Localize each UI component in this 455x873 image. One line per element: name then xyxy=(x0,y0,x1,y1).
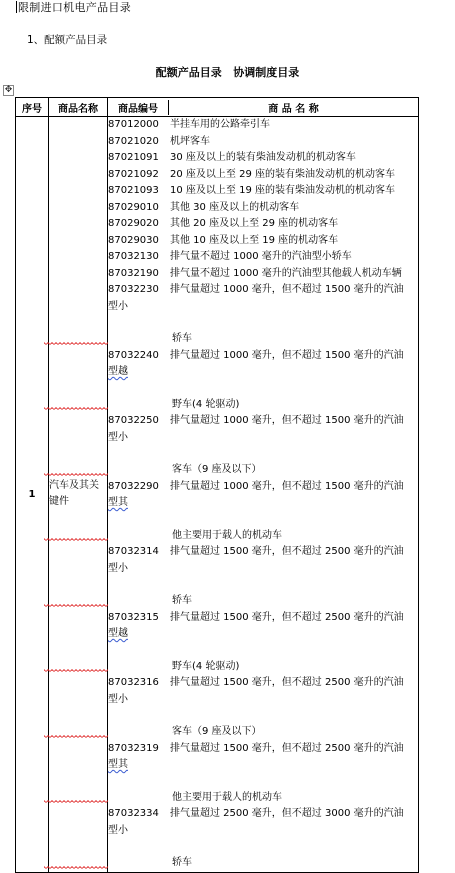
entry-code: 87021092 xyxy=(108,168,159,180)
entry-code: 87032230 xyxy=(108,284,159,295)
column-header-category: 商品名称 xyxy=(49,98,108,117)
entry-desc-continuation xyxy=(108,855,418,872)
list-item xyxy=(108,117,418,134)
continuation-text: 客车（9 座及以下） xyxy=(172,726,262,737)
entry-desc-continuation xyxy=(108,528,418,545)
list-item xyxy=(108,167,418,184)
list-item xyxy=(108,150,418,167)
entry-desc-continuation xyxy=(108,397,418,414)
entry-desc-continuation xyxy=(108,659,418,676)
entry-desc-wrap: 型小 xyxy=(108,431,128,443)
entry-desc: 20 座及以上至 29 座的装有柴油发动机的机动客车 xyxy=(170,168,395,180)
entry-desc-wrap: 型其 xyxy=(108,759,128,770)
list-item xyxy=(108,266,418,283)
entry-desc: 排气量超过 1500 毫升，但不超过 2500 毫升的汽油 xyxy=(170,677,404,688)
catalog-table xyxy=(15,97,419,873)
entry-desc-continuation xyxy=(108,462,418,479)
list-item xyxy=(108,249,418,266)
entry-desc-wrap: 型越 xyxy=(108,628,128,639)
column-header-desc: 商 品 名 称 xyxy=(268,103,319,115)
entry-desc: 其他 10 座及以上至 19 座的机动客车 xyxy=(170,234,339,246)
column-header-seq: 序号 xyxy=(16,98,49,117)
entry-code: 87032240 xyxy=(108,349,159,361)
list-item xyxy=(108,675,418,708)
spellcheck-underline xyxy=(44,735,108,739)
list-item xyxy=(108,200,418,217)
entry-code: 87032130 xyxy=(108,251,159,262)
list-item xyxy=(108,216,418,233)
entry-desc: 30 座及以上的装有柴油发动机的机动客车 xyxy=(170,152,356,163)
spellcheck-underline xyxy=(44,473,108,477)
entry-desc-wrap: 型其 xyxy=(108,497,128,508)
move-handle-icon[interactable]: ✥ xyxy=(4,85,13,95)
text-cursor xyxy=(16,1,17,13)
entry-code: 87029020 xyxy=(108,218,159,229)
entry-desc-wrap: 型小 xyxy=(108,300,128,312)
entry-code: 87029010 xyxy=(108,201,159,213)
entry-code: 87032290 xyxy=(108,480,159,492)
entry-desc: 排气量超过 1000 毫升，但不超过 1500 毫升的汽油 xyxy=(170,284,404,295)
table-title: 配额产品目录 协调制度目录 xyxy=(155,66,300,79)
entry-desc-continuation xyxy=(108,790,418,807)
spellcheck-underline xyxy=(44,538,108,542)
spellcheck-underline xyxy=(44,604,108,608)
heading-text: 限制进口机电产品目录 xyxy=(18,1,131,14)
entry-desc-continuation xyxy=(108,331,418,348)
entry-code: 87032190 xyxy=(108,267,159,279)
entries-cell xyxy=(108,117,419,873)
list-item xyxy=(108,544,418,577)
continuation-text: 轿车 xyxy=(172,333,192,344)
list-item xyxy=(108,233,418,250)
entry-desc: 排气量不超过 1000 毫升的汽油型小轿车 xyxy=(170,251,352,262)
entry-code: 87029030 xyxy=(108,234,159,246)
entry-desc: 其他 20 座及以上至 29 座的机动客车 xyxy=(170,218,339,229)
entry-code: 87032334 xyxy=(108,808,159,819)
spellcheck-underline xyxy=(44,342,108,346)
entry-code: 87021093 xyxy=(108,185,159,196)
row-category: 汽车及其关键件 xyxy=(49,117,108,873)
continuation-text: 野车(4 轮驱动) xyxy=(172,398,240,410)
spellcheck-underline xyxy=(44,866,108,870)
entry-code: 87012000 xyxy=(108,119,159,130)
continuation-text: 他主要用于载人的机动车 xyxy=(172,529,282,541)
list-item xyxy=(108,134,418,151)
entry-desc: 机坪客车 xyxy=(170,135,210,147)
entry-desc-continuation xyxy=(108,593,418,610)
column-header-code-name xyxy=(108,98,419,117)
entry-code: 87032314 xyxy=(108,546,159,557)
entry-desc: 半挂车用的公路牵引车 xyxy=(170,119,270,130)
entry-code: 87032316 xyxy=(108,677,159,688)
entry-desc: 排气量超过 1500 毫升，但不超过 2500 毫升的汽油 xyxy=(170,611,404,623)
list-item xyxy=(108,413,418,446)
continuation-text: 轿车 xyxy=(172,595,192,606)
entry-code: 87021091 xyxy=(108,152,159,163)
entry-desc-wrap: 型小 xyxy=(108,562,128,574)
entry-desc: 排气量超过 2500 毫升，但不超过 3000 毫升的汽油 xyxy=(170,808,404,819)
entry-desc: 10 座及以上至 19 座的装有柴油发动机的机动客车 xyxy=(170,185,395,196)
entry-desc: 排气量超过 1000 毫升，但不超过 1500 毫升的汽油 xyxy=(170,415,404,426)
list-item xyxy=(108,610,418,643)
entry-desc: 排气量不超过 1000 毫升的汽油型其他载人机动车辆 xyxy=(170,267,402,279)
entry-desc-continuation xyxy=(108,724,418,741)
entry-desc: 其他 30 座及以上的机动客车 xyxy=(170,201,300,213)
row-seq: 1 xyxy=(16,117,49,873)
continuation-text: 轿车 xyxy=(172,857,192,868)
entry-code: 87032319 xyxy=(108,742,159,754)
list-item xyxy=(108,806,418,839)
entry-desc-wrap: 型小 xyxy=(108,693,128,705)
entry-desc-wrap: 型小 xyxy=(108,824,128,836)
list-item xyxy=(108,348,418,381)
entry-code: 87021020 xyxy=(108,135,159,147)
entry-desc: 排气量超过 1500 毫升，但不超过 2500 毫升的汽油 xyxy=(170,546,404,557)
table-header-row xyxy=(16,98,419,117)
continuation-text: 野车(4 轮驱动) xyxy=(172,660,240,672)
entry-code: 87032250 xyxy=(108,415,159,426)
entry-desc: 排气量超过 1000 毫升，但不超过 1500 毫升的汽油 xyxy=(170,349,404,361)
continuation-text: 他主要用于载人的机动车 xyxy=(172,791,282,803)
list-item xyxy=(108,741,418,774)
list-item xyxy=(108,479,418,512)
list-item xyxy=(108,282,418,315)
document-heading xyxy=(16,0,131,15)
entry-desc: 排气量超过 1500 毫升，但不超过 2500 毫升的汽油 xyxy=(170,742,404,754)
spellcheck-underline xyxy=(44,669,108,673)
table-row xyxy=(16,117,419,873)
continuation-text: 客车（9 座及以下） xyxy=(172,464,262,475)
entry-desc: 排气量超过 1000 毫升，但不超过 1500 毫升的汽油 xyxy=(170,480,404,492)
list-item xyxy=(108,183,418,200)
spellcheck-underline xyxy=(44,407,108,411)
entries-list xyxy=(108,117,418,872)
spellcheck-underline xyxy=(44,800,108,804)
section-subheading: 1、配额产品目录 xyxy=(27,34,108,46)
column-header-code: 商品编号 xyxy=(108,100,169,115)
entry-desc-wrap: 型越 xyxy=(108,366,128,377)
entry-code: 87032315 xyxy=(108,611,159,623)
